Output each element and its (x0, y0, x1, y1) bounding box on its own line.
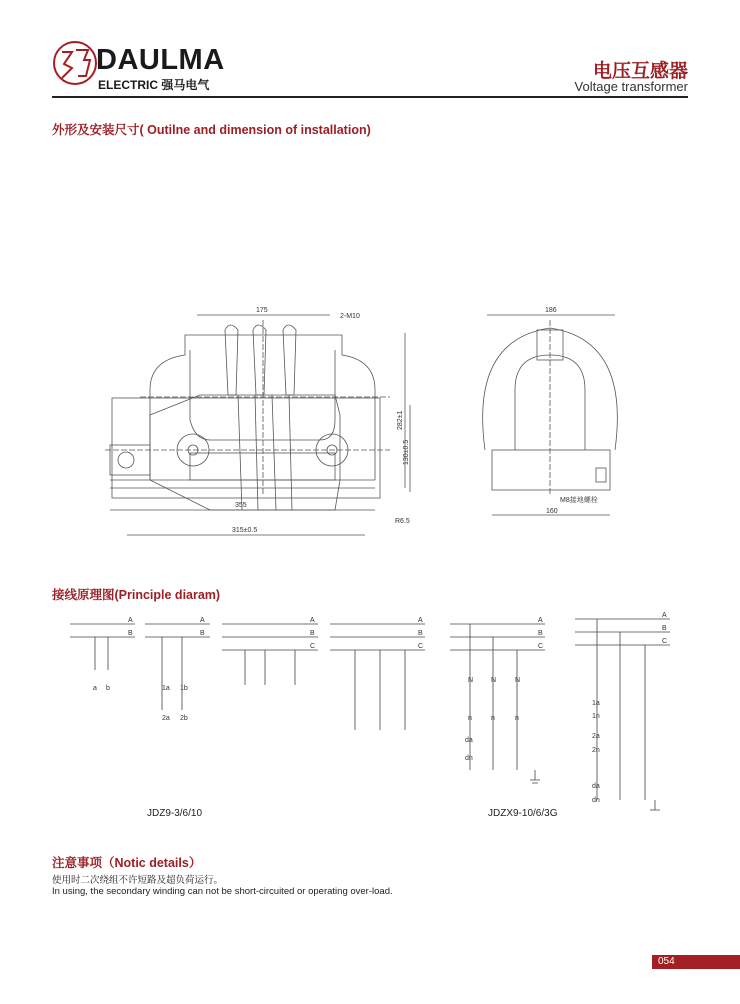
dim-160: 160 (546, 508, 558, 515)
dim-radius: R6.5 (395, 518, 410, 525)
svg-text:A: A (662, 612, 667, 619)
svg-text:da: da (592, 783, 600, 790)
dim-height: 282±1 (397, 410, 404, 430)
svg-text:N: N (491, 677, 497, 684)
svg-text:A: A (418, 617, 423, 624)
page-number: 054 (652, 955, 740, 969)
svg-text:N: N (515, 677, 521, 684)
header-divider (52, 96, 688, 98)
model-caption-jdz9: JDZ9-3/6/10 (147, 808, 203, 819)
svg-text:C: C (418, 643, 424, 650)
dim-bolt: 2-M10 (340, 313, 360, 320)
svg-text:B: B (310, 630, 315, 637)
svg-text:dn: dn (465, 755, 473, 762)
dim-355: 355 (235, 502, 247, 509)
svg-text:1b: 1b (180, 685, 188, 692)
svg-text:da: da (465, 737, 473, 744)
notice-en: In using, the secondary winding can not be short-circuited or operating over-load. (52, 886, 393, 897)
svg-text:1a: 1a (162, 685, 170, 692)
dim-315: 315±0.5 (232, 527, 258, 534)
dim-ground-bolt: M8接地螺栓 (560, 497, 598, 504)
svg-text:n: n (468, 715, 472, 722)
svg-text:2n: 2n (592, 747, 600, 754)
svg-text:n: n (491, 715, 495, 722)
dim-186: 186 (545, 307, 557, 314)
principle-heading: 接线原理图(Principle diaram) (52, 588, 221, 602)
svg-text:B: B (538, 630, 543, 637)
model-caption-jdzx9: JDZX9-10/6/3G (488, 808, 558, 819)
plan-view (105, 395, 410, 535)
svg-text:a: a (93, 685, 97, 692)
wiring-diagrams (0, 610, 740, 820)
outline-drawing (0, 150, 740, 550)
side-view (483, 315, 618, 515)
svg-text:2b: 2b (180, 715, 188, 722)
svg-text:C: C (662, 638, 668, 645)
svg-text:A: A (128, 617, 133, 624)
product-title-en: Voltage transformer (574, 79, 688, 94)
svg-text:A: A (310, 617, 315, 624)
svg-text:B: B (200, 630, 205, 637)
brand-subtitle: ELECTRIC 强马电气 (98, 78, 210, 92)
svg-text:N: N (468, 677, 474, 684)
svg-text:C: C (310, 643, 316, 650)
svg-text:A: A (538, 617, 543, 624)
outline-heading: 外形及安装尺寸( Outilne and dimension of installation) (52, 123, 371, 137)
svg-text:1a: 1a (592, 700, 600, 707)
svg-text:dn: dn (592, 797, 600, 804)
dim-175: 175 (256, 307, 268, 314)
svg-text:b: b (106, 685, 110, 692)
svg-text:A: A (200, 617, 205, 624)
svg-text:B: B (418, 630, 423, 637)
svg-text:n: n (515, 715, 519, 722)
bus-lines (70, 619, 670, 810)
svg-text:1n: 1n (592, 713, 600, 720)
brand-name: DAULMA (96, 44, 225, 76)
daulma-logo-icon (52, 38, 98, 88)
svg-text:C: C (538, 643, 544, 650)
svg-text:B: B (128, 630, 133, 637)
product-title-cn: 电压互感器 (592, 61, 688, 82)
dim-130: 130±0.5 (403, 439, 410, 465)
svg-text:B: B (662, 625, 667, 632)
svg-text:2a: 2a (162, 715, 170, 722)
svg-text:2a: 2a (592, 733, 600, 740)
notice-cn: 使用时二次绕组不许短路及超负荷运行。 (52, 875, 224, 886)
notice-heading: 注意事项（Notic details） (52, 856, 202, 870)
